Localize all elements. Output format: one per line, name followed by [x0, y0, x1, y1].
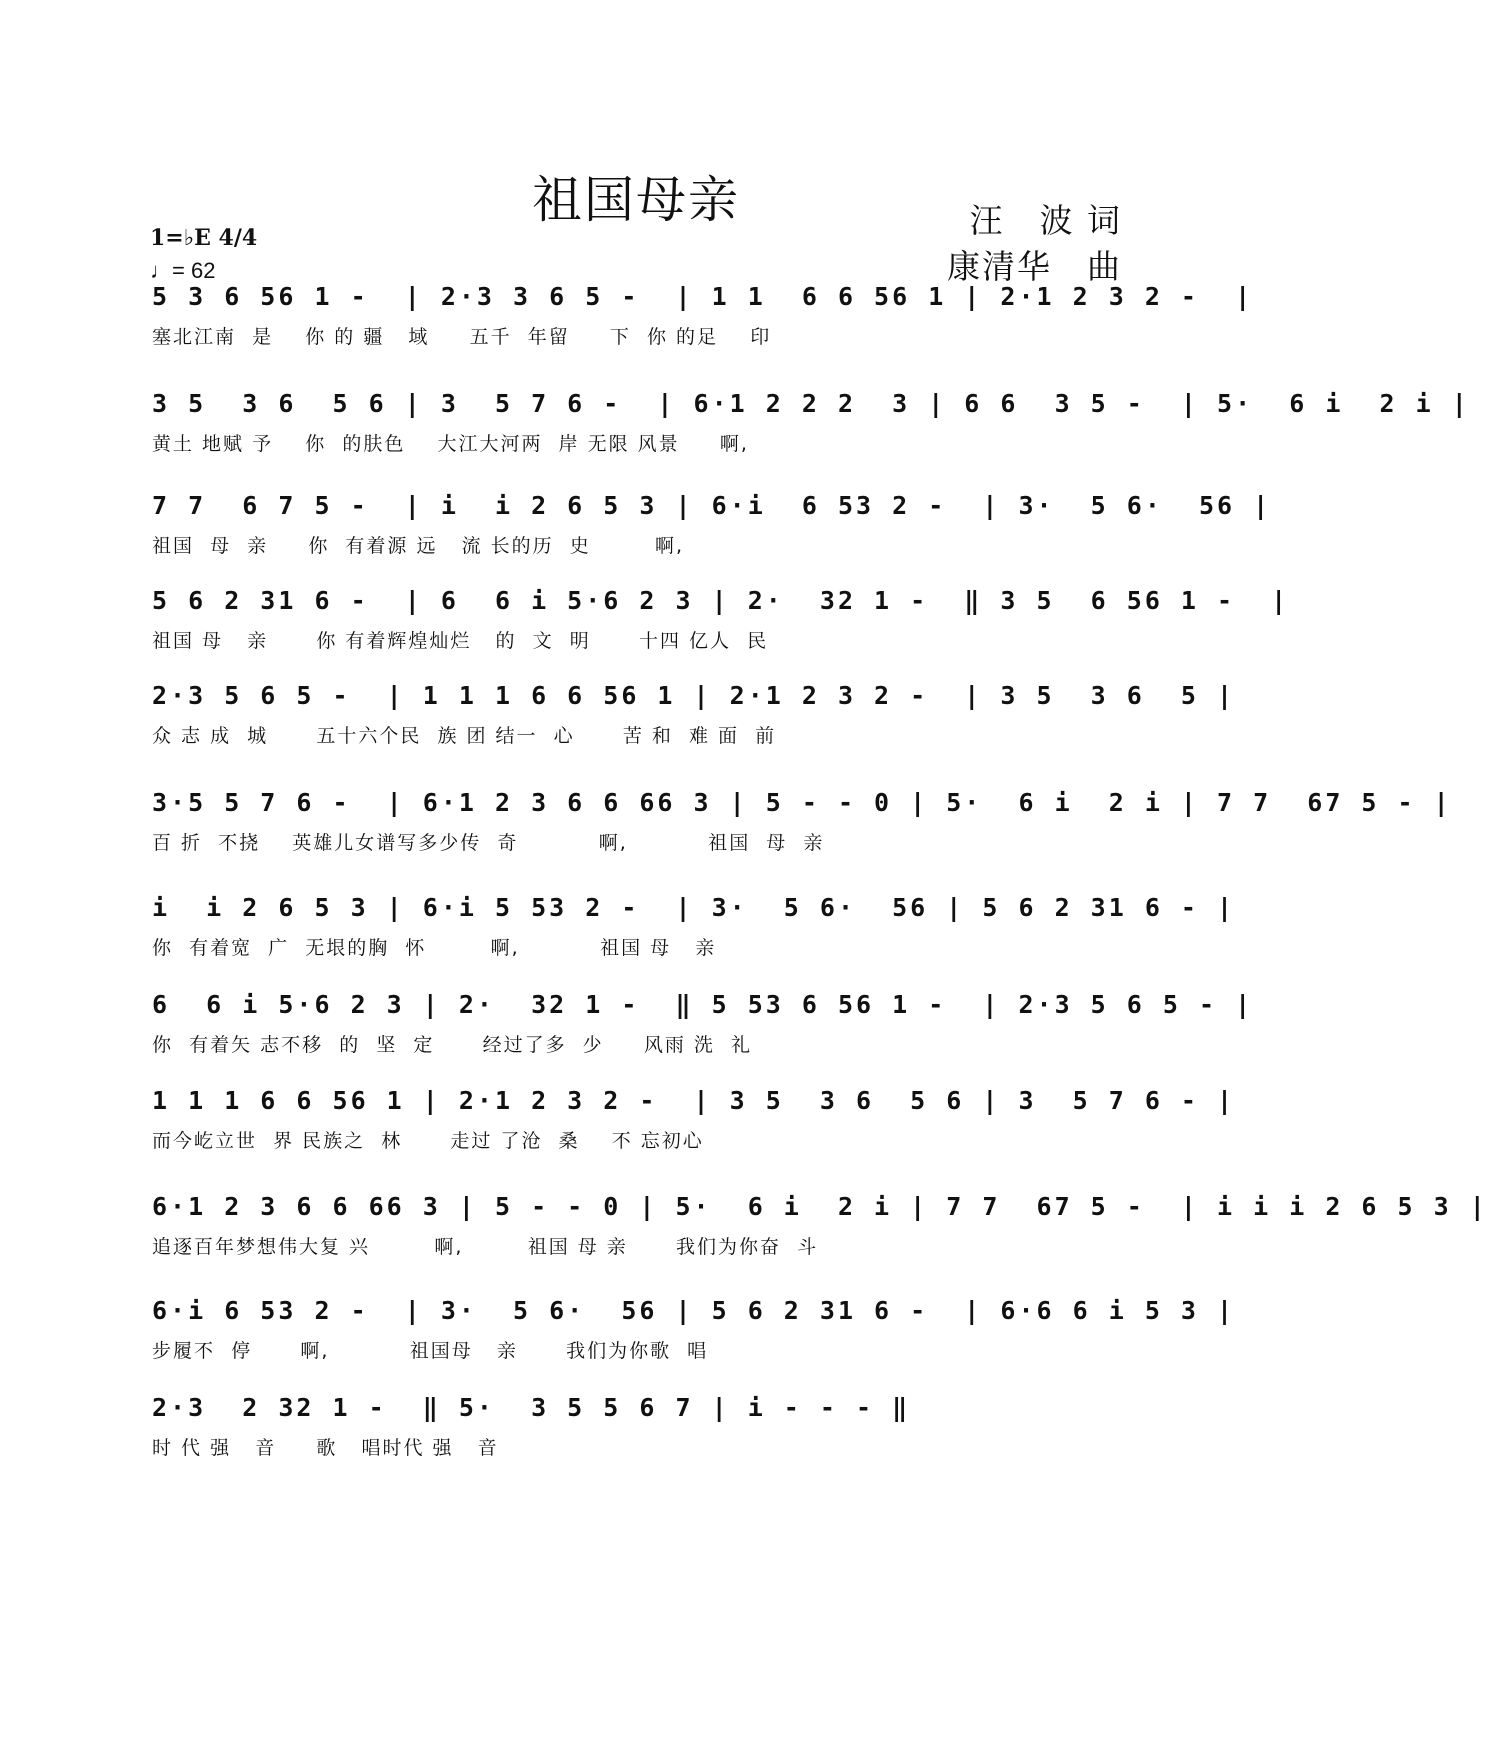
lyric-line: 众 志 成 城 五十六个民 族 团 结一 心 苦 和 难 面 前: [152, 725, 777, 747]
score-system-6: [0, 788, 1452, 898]
song-title: 祖国母亲: [532, 171, 740, 229]
score-system-3: [0, 491, 1272, 601]
lyric-line: 步履不 停 啊, 祖国母 亲 我们为你歌 唱: [152, 1340, 709, 1362]
score-system-10: [0, 1192, 1488, 1302]
score-system-7: [0, 893, 1272, 1003]
notation-line: 6 6 i 5·6 2 3 | 2· 32 1 - ‖ 5 53 6 56 1 - | 2·3 5 6 5 - |: [152, 990, 1254, 1019]
score-system-2: [0, 389, 1470, 499]
score-system-1: [0, 282, 1272, 392]
notation-line: 3·5 5 7 6 - | 6·1 2 3 6 6 66 3 | 5 - - 0 | 5· 6 i 2 i | 7 7 67 5 - |: [152, 788, 1452, 817]
lyricist-credit: 汪 波 词: [969, 201, 1122, 240]
notation-line: 5 3 6 56 1 - | 2·3 3 6 5 - | 1 1 6 6 56 1 | 2·1 2 3 2 - |: [152, 282, 1254, 311]
lyric-line: 时 代 强 音 歌 唱时代 强 音: [152, 1437, 499, 1459]
lyric-line: 你 有着矢 志不移 的 坚 定 经过了多 少 风雨 洗 礼: [152, 1034, 752, 1056]
score-system-5: [0, 681, 1272, 791]
score-system-12: [0, 1393, 1272, 1503]
notation-line: 3 5 3 6 5 6 | 3 5 7 6 - | 6·1 2 2 2 3 | 6 6 3 5 - | 5· 6 i 2 i |: [152, 389, 1470, 418]
notation-line: 1 1 1 6 6 56 1 | 2·1 2 3 2 - | 3 5 3 6 5 6 | 3 5 7 6 - |: [152, 1086, 1236, 1115]
lyric-line: 塞北江南 是 你 的 疆 域 五千 年留 下 你 的足 印: [152, 326, 772, 348]
score-system-9: [0, 1086, 1272, 1196]
lyric-line: 追逐百年梦想伟大复 兴 啊, 祖国 母 亲 我们为你奋 斗: [152, 1236, 819, 1258]
notation-line: 2·3 5 6 5 - | 1 1 1 6 6 56 1 | 2·1 2 3 2 - | 3 5 3 6 5 |: [152, 681, 1236, 710]
lyric-line: 祖国 母 亲 你 有着源 远 流 长的历 史 啊,: [152, 535, 685, 557]
notation-line: 6·i 6 53 2 - | 3· 5 6· 56 | 5 6 2 31 6 - | 6·6 6 i 5 3 |: [152, 1296, 1236, 1325]
notation-line: 6·1 2 3 6 6 66 3 | 5 - - 0 | 5· 6 i 2 i | 7 7 67 5 - | i i i 2 6 5 3 |: [152, 1192, 1488, 1221]
notation-line: 5 6 2 31 6 - | 6 6 i 5·6 2 3 | 2· 32 1 - ‖ 3 5 6 56 1 - |: [152, 586, 1290, 615]
notation-line: 2·3 2 32 1 - ‖ 5· 3 5 5 6 7 | i - - - ‖: [152, 1393, 911, 1422]
key-signature: 1=♭E 4/4: [150, 225, 258, 251]
tempo-marking: ♩= 62: [150, 258, 216, 283]
lyric-line: 百 折 不挠 英雄儿女谱写多少传 奇 啊, 祖国 母 亲: [152, 832, 825, 854]
composer-credit: 康清华 曲: [947, 247, 1122, 286]
notation-line: 7 7 6 7 5 - | i i 2 6 5 3 | 6·i 6 53 2 - | 3· 5 6· 56 |: [152, 491, 1272, 520]
score-system-11: [0, 1296, 1272, 1406]
lyric-line: 你 有着宽 广 无垠的胸 怀 啊, 祖国 母 亲: [152, 937, 717, 959]
score-system-8: [0, 990, 1272, 1100]
score-system-4: [0, 586, 1290, 696]
lyric-line: 祖国 母 亲 你 有着辉煌灿烂 的 文 明 十四 亿人 民: [152, 630, 769, 652]
notation-line: i i 2 6 5 3 | 6·i 5 53 2 - | 3· 5 6· 56 | 5 6 2 31 6 - |: [152, 893, 1236, 922]
lyric-line: 黄土 地赋 予 你 的肤色 大江大河两 岸 无限 风景 啊,: [152, 433, 749, 455]
lyric-line: 而今屹立世 界 民族之 林 走过 了沧 桑 不 忘初心: [152, 1130, 704, 1152]
credits: [947, 198, 1122, 290]
